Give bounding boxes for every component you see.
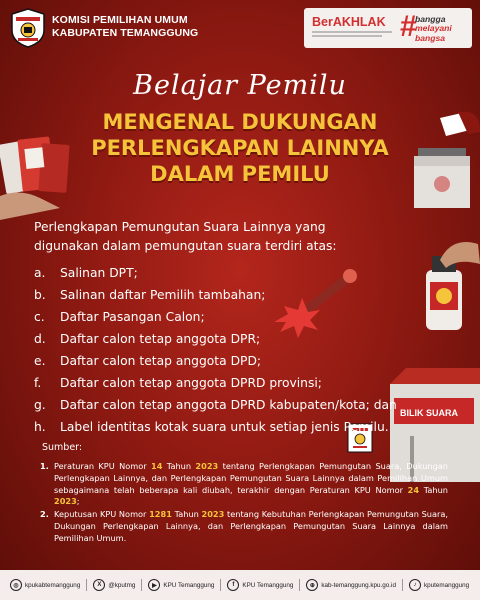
source-item — [40, 461, 448, 508]
source-text: Keputusan KPU Nomor 1281 Tahun 2023 tentang Kebutuhan Perlengkapan Pemungutan Suara, Dukungan Perlengkapan Lainnya, dan Perlengkapan Pemungutan Suara Lainnya dalam Pemilihan Umum. — [54, 509, 448, 543]
list-marker: b. — [34, 288, 46, 302]
footer-item-facebook[interactable] — [227, 579, 293, 591]
tiktok-icon: ♪ — [409, 579, 421, 591]
list-text: Label identitas kotak suara untuk setiap jenis Pemilu. — [60, 420, 389, 434]
main-title — [60, 109, 420, 187]
list-marker: c. — [34, 310, 45, 324]
footer-item-youtube[interactable] — [148, 579, 214, 591]
berakhlak-subtitle — [312, 31, 398, 37]
list-item — [34, 308, 397, 330]
footer-divider — [86, 579, 87, 591]
list-marker: e. — [34, 354, 46, 368]
list-text: Daftar Pasangan Calon; — [60, 310, 205, 324]
main-title-line1: MENGENAL DUKUNGAN — [102, 110, 378, 134]
list-text: Daftar calon tetap anggota DPRD kabupaten/kota; dan — [60, 398, 397, 412]
globe-icon: ⊕ — [306, 579, 318, 591]
list-text: Daftar calon tetap anggota DPRD provinsi; — [60, 376, 322, 390]
list-marker: a. — [34, 266, 46, 280]
ballot-box-illustration — [410, 112, 480, 212]
footer-divider — [141, 579, 142, 591]
list-item — [34, 396, 397, 418]
main-title-line2: PERLENGKAPAN LAINNYA — [91, 136, 389, 160]
list-item — [34, 286, 397, 308]
ballot-cards-illustration — [0, 130, 80, 220]
list-item — [34, 374, 397, 396]
bangga-melayani-bangsa — [415, 15, 452, 43]
booth-label: BILIK SUARA — [400, 408, 458, 418]
kpu-logo-icon — [10, 8, 46, 48]
list-item — [34, 330, 397, 352]
list-item — [34, 418, 397, 440]
footer-label: KPU Temanggung — [163, 581, 215, 589]
social-footer — [0, 570, 480, 600]
list-text: Salinan DPT; — [60, 266, 138, 280]
footer-label: kpukabtemanggung — [25, 581, 81, 589]
org-name-line2: KABUPATEN TEMANGGUNG — [52, 27, 199, 39]
list-marker: d. — [34, 332, 46, 346]
header — [0, 0, 480, 58]
footer-item-instagram[interactable] — [10, 579, 80, 591]
equipment-list — [34, 264, 397, 440]
bmb-line2: melayani — [415, 23, 452, 34]
list-text: Daftar calon tetap anggota DPD; — [60, 354, 262, 368]
list-marker: g. — [34, 398, 46, 412]
footer-item-website[interactable] — [306, 579, 396, 591]
list-item — [34, 352, 397, 374]
script-title: Belajar Pemilu — [133, 70, 347, 101]
footer-item-x[interactable] — [93, 579, 135, 591]
source-marker: 2. — [40, 509, 49, 520]
footer-divider — [220, 579, 221, 591]
main-title-line3: DALAM PEMILU — [150, 162, 330, 186]
org-name-line1: KOMISI PEMILIHAN UMUM — [52, 14, 188, 26]
list-item — [34, 264, 397, 286]
footer-item-tiktok[interactable] — [409, 579, 469, 591]
footer-label: KPU Temanggung — [242, 581, 294, 589]
ink-bottle-illustration — [412, 238, 480, 333]
list-text: Salinan daftar Pemilih tambahan; — [60, 288, 266, 302]
list-marker: h. — [34, 420, 46, 434]
x-icon: X — [93, 579, 105, 591]
footer-divider — [402, 579, 403, 591]
bmb-line1: bangga — [415, 14, 446, 24]
instagram-icon: ◎ — [10, 579, 22, 591]
list-marker: f. — [34, 376, 42, 390]
footer-label: @kputmg — [108, 581, 136, 589]
footer-label: kab-temanggung.kpu.go.id — [321, 581, 396, 589]
berakhlak-logo — [304, 8, 472, 48]
facebook-icon: f — [227, 579, 239, 591]
bmb-line3: bangsa — [415, 32, 446, 43]
youtube-icon: ▶ — [148, 579, 160, 591]
berakhlak-title: BerAKHLAK — [312, 15, 386, 29]
source-item — [40, 509, 448, 544]
footer-divider — [299, 579, 300, 591]
org-name — [52, 14, 198, 40]
sources-list — [40, 461, 448, 546]
intro-text: Perlengkapan Pemungutan Suara Lainnya yang digunakan dalam pemungutan suara terdiri atas: — [34, 220, 337, 253]
hashtag-icon: # — [400, 10, 417, 43]
list-text: Daftar calon tetap anggota DPR; — [60, 332, 261, 346]
source-marker: 1. — [40, 461, 49, 471]
sources-label: Sumber: — [42, 442, 83, 453]
source-text: Peraturan KPU Nomor 14 Tahun 2023 tentang Perlengkapan Pemungutan Suara, Dukungan Perlengkapan Lainnya, dan Perlengkapan Pemungutan Suara Lainnya dalam Pemilihan Umum sebagaimana telah beberapa kali diubah, terakhir dengan Peraturan KPU Nomor 24 Tahun 2023; — [54, 461, 448, 507]
footer-label: kputemanggung — [423, 581, 470, 589]
